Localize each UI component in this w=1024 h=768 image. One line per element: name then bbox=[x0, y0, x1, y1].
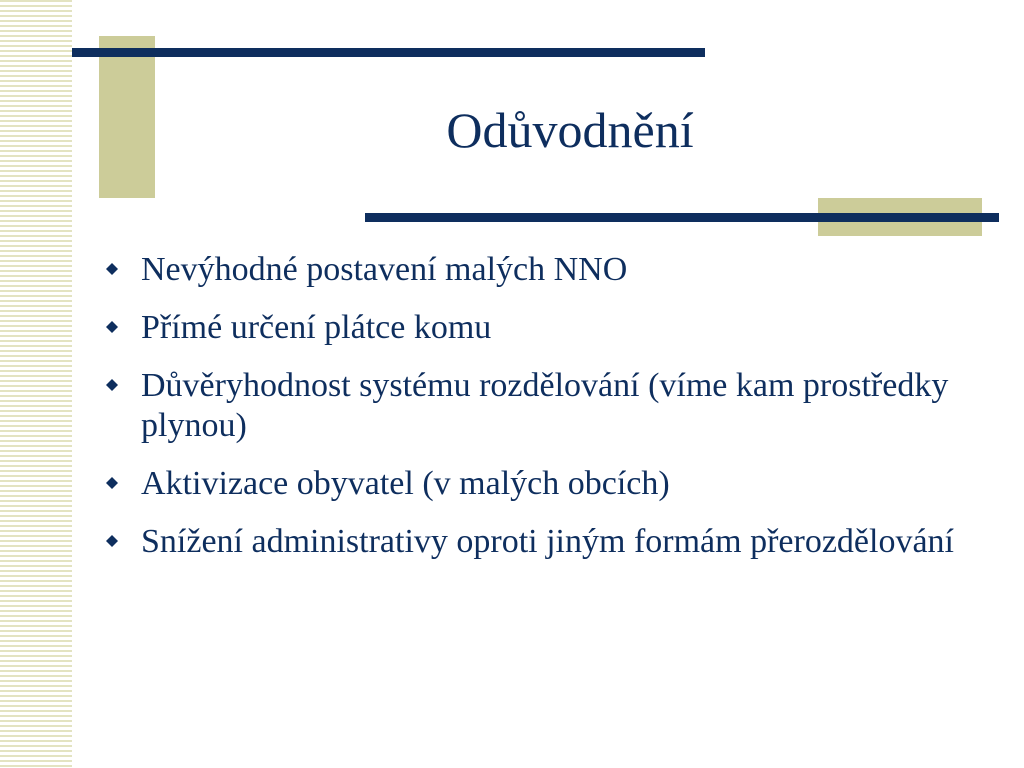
bullet-text: Nevýhodné postavení malých NNO bbox=[141, 251, 628, 288]
bullet-text: Přímé určení plátce komu bbox=[141, 309, 492, 346]
bullet-item bbox=[104, 308, 984, 348]
bullet-item bbox=[104, 250, 984, 290]
bullet-text: Důvěryhodnost systému rozdělování (víme kam prostředky plynou) bbox=[141, 367, 949, 444]
diamond-bullet-icon bbox=[106, 263, 118, 275]
diamond-bullet-icon bbox=[106, 321, 118, 333]
accent-block-left bbox=[99, 36, 155, 198]
diamond-bullet-icon bbox=[106, 379, 118, 391]
bullet-list bbox=[104, 250, 984, 580]
slide-title: Odůvodnění bbox=[446, 102, 694, 158]
bullet-text: Aktivizace obyvatel (v malých obcích) bbox=[141, 465, 670, 502]
left-stripe-decoration bbox=[0, 0, 72, 768]
bullet-item bbox=[104, 522, 984, 562]
bullet-text: Snížení administrativy oproti jiným formám přerozdělování bbox=[141, 523, 954, 560]
bullet-item bbox=[104, 366, 984, 446]
diamond-bullet-icon bbox=[106, 535, 118, 547]
bullet-item bbox=[104, 464, 984, 504]
diamond-bullet-icon bbox=[106, 477, 118, 489]
title-top-rule bbox=[72, 48, 705, 57]
title-bottom-rule bbox=[365, 213, 999, 222]
